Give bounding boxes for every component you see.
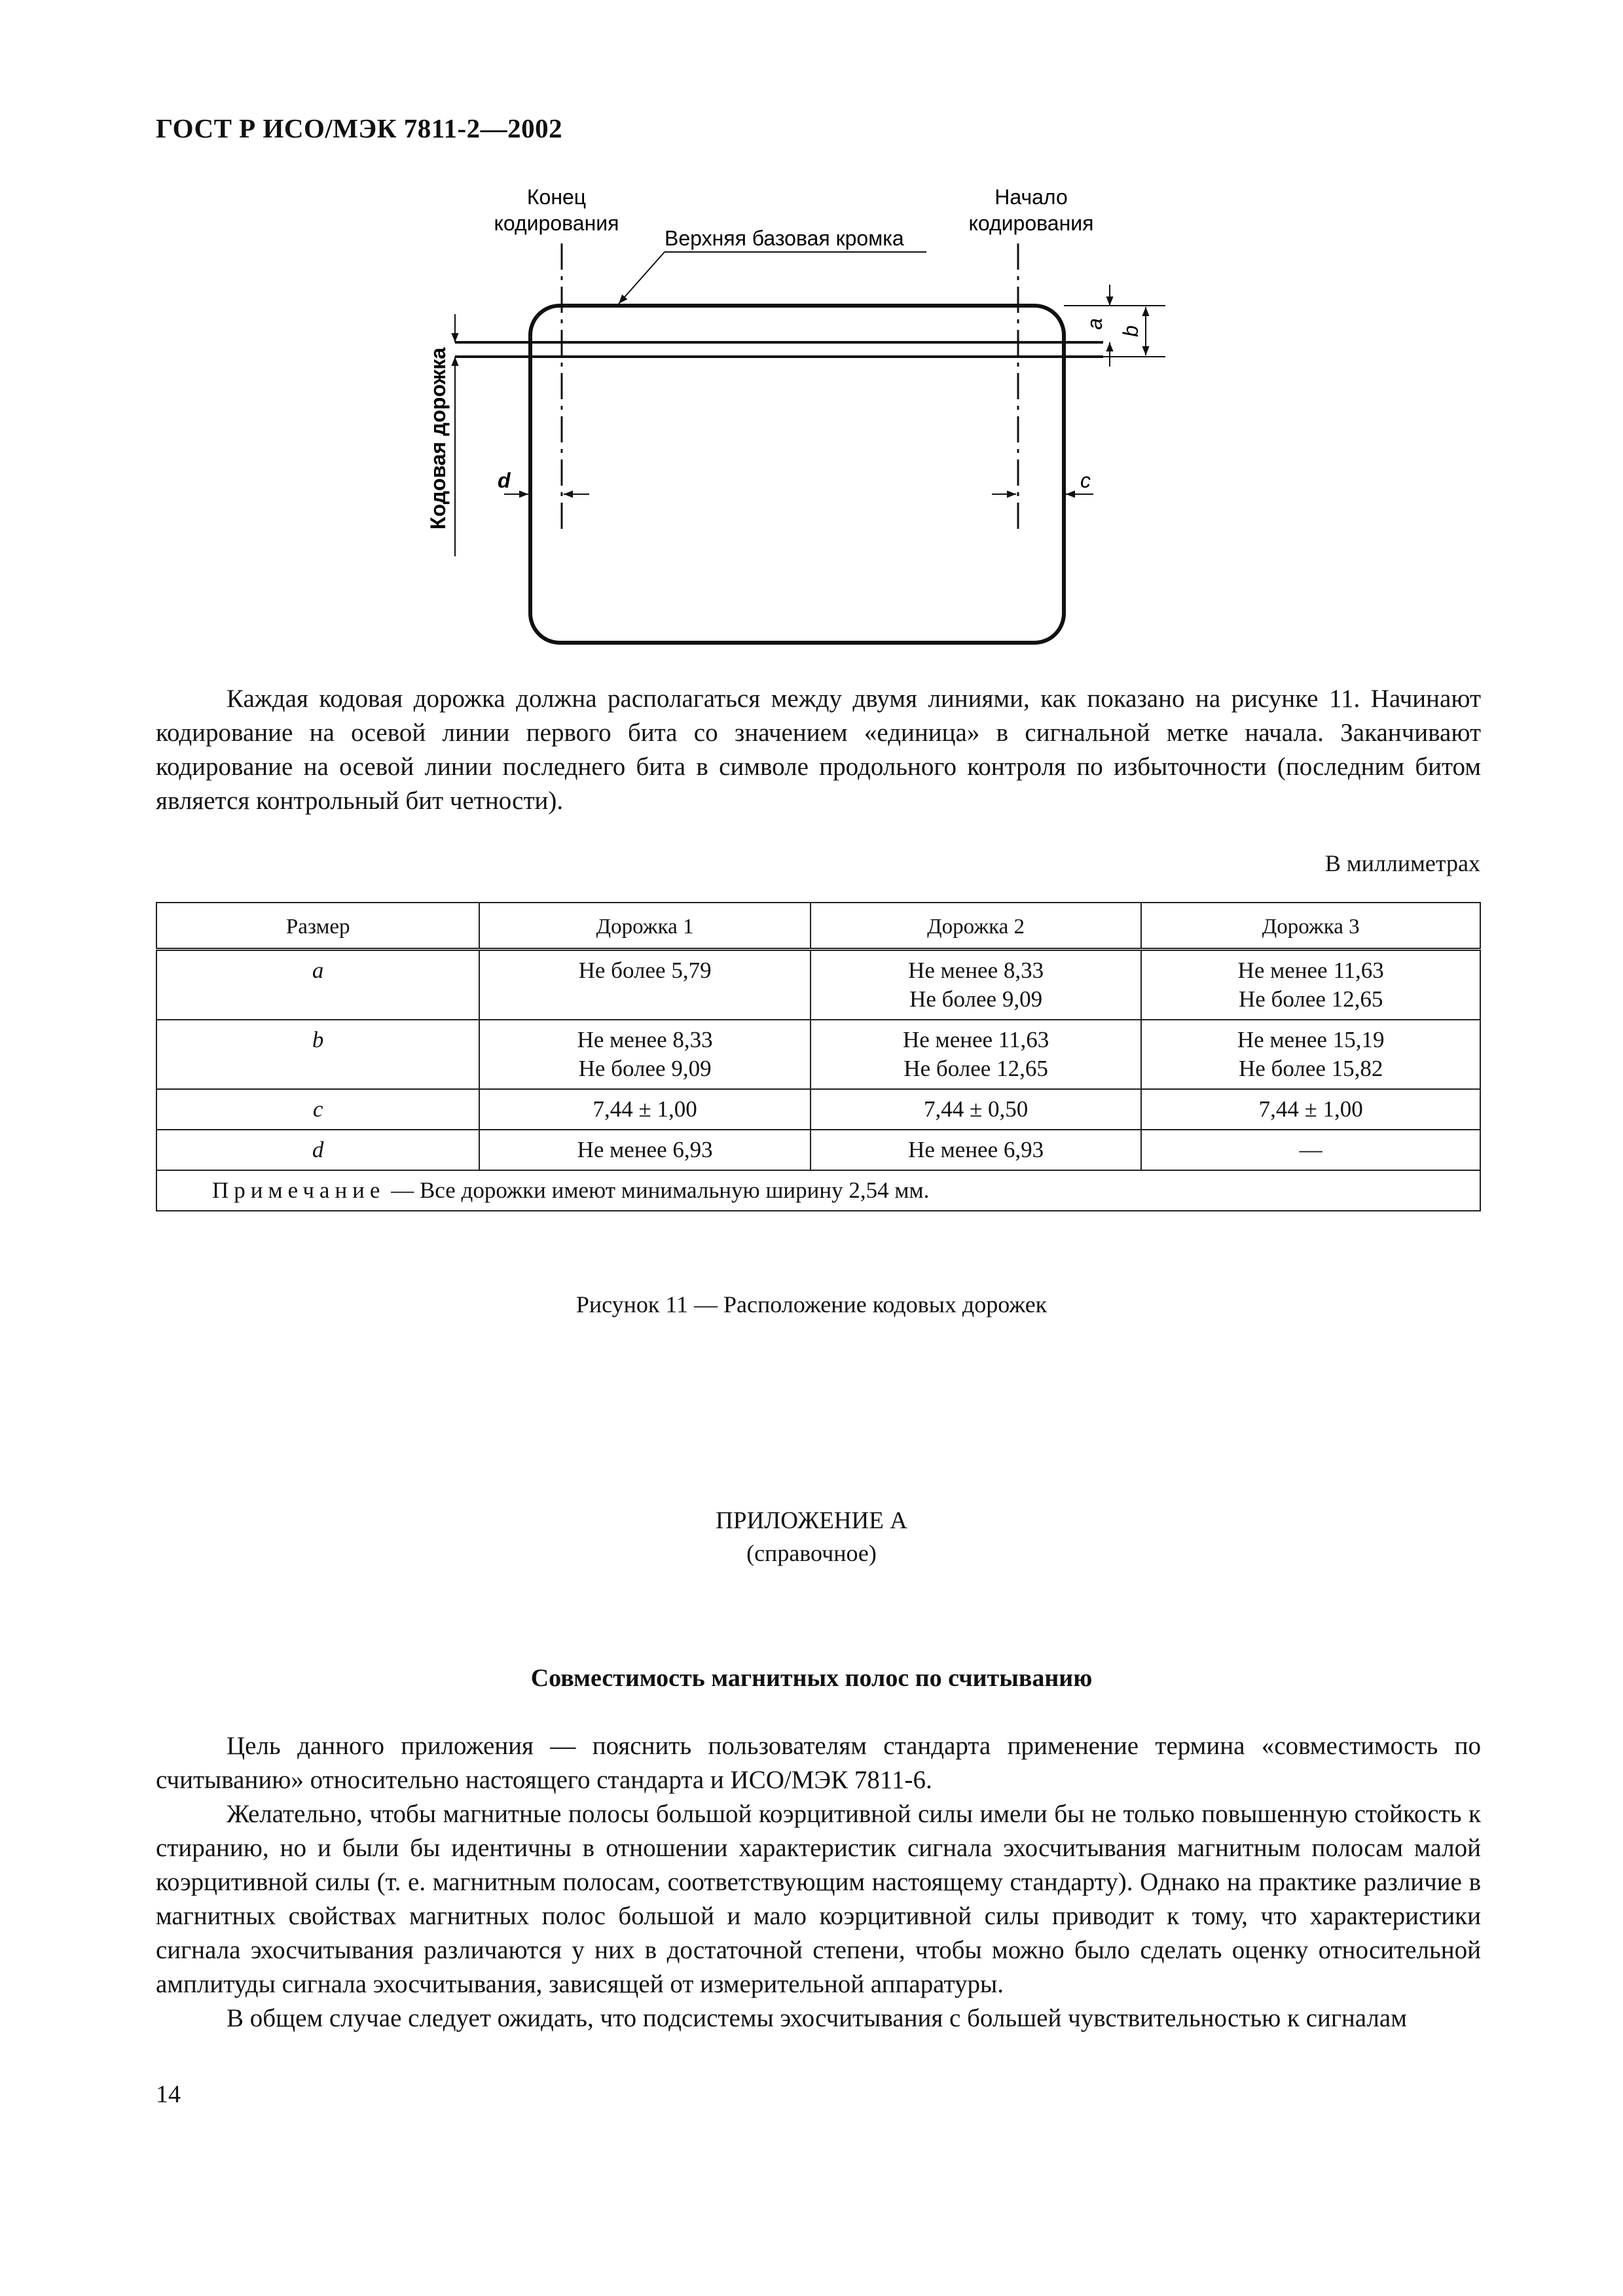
appendix-title: ПРИЛОЖЕНИЕ А [716,1507,907,1534]
end-coding-label-1: Конец [526,185,587,209]
cell-track-1: Не более 5,79 [479,950,811,1020]
appendix-paragraph: Желательно, чтобы магнитные полосы большой коэрцитивной силы имели бы не только повышенную стойкость к стиранию, но и были бы идентичны в отношении характеристик сигнала эхосчитывания магнитным полосам малой коэрцитивной силы (т. е. магнитным полосам, соответствующим настоящему стандарту). Однако на практике различие в магнитных свойствах магнитных полос большой и мало коэрцитивной силы приводит к тому, что характеристики сигнала эхосчитывания различаются у них в достаточной степени, чтобы можно было сделать оценку относительной амплитуды сигнала эхосчитывания, зависящей от измерительной аппаратуры. [156,1800,1481,1998]
table-note [156,1170,1480,1211]
table-row [156,1089,1480,1130]
dim-d-label: d [498,469,511,492]
row-symbol: d [156,1130,479,1170]
dim-a-label: a [1083,318,1106,330]
row-symbol: b [156,1020,479,1089]
cell-track-1: Не менее 8,33 Не более 9,09 [479,1020,811,1089]
cell-track-3: Не менее 11,63 Не более 12,65 [1141,950,1480,1020]
appendix-heading: Совместимость магнитных полос по считыванию [530,1664,1093,1692]
body-paragraph-1: Каждая кодовая дорожка должна располагаться между двумя линиями, как показано на рисунке 11. Начинают кодирование на осевой линии первого бита со значением «единица» в сигнальной метке начала. Заканчивают кодирование на осевой линии последнего бита в символе продольного контроля по избыточности (последним битом является контрольный бит четности). [156,685,1481,815]
units-note: В миллиметрах [1324,850,1480,876]
document-header: ГОСТ Р ИСО/МЭК 7811-2—2002 [156,113,563,143]
cell-track-1: Не менее 6,93 [479,1130,811,1170]
cell-track-3: — [1141,1130,1480,1170]
note-text: — Все дорожки имеют минимальную ширину 2,54 мм. [385,1177,930,1203]
cell-track-3: Не менее 15,19 Не более 15,82 [1141,1020,1480,1089]
cell-track-2: Не менее 8,33 Не более 9,09 [811,950,1142,1020]
cell-track-2: Не менее 11,63 Не более 12,65 [811,1020,1142,1089]
start-coding-label-1: Начало [994,185,1068,209]
cell-track-2: Не менее 6,93 [811,1130,1142,1170]
table-header-row [156,903,1480,950]
code-track-label: Кодовая дорожка [426,347,450,530]
appendix-paragraph: Цель данного приложения — пояснить пользователям стандарта применение термина «совместимость по считыванию» относительно настоящего стандарта и ИСО/МЭК 7811-6. [156,1732,1481,1794]
end-coding-label-2: кодирования [494,211,619,235]
appendix-subtitle: (справочное) [746,1540,877,1566]
table-row [156,1130,1480,1170]
figure-caption: Рисунок 11 — Расположение кодовых дорожек [575,1291,1048,1318]
row-symbol: c [156,1089,479,1130]
col-header-track-3: Дорожка 3 [1141,903,1480,950]
table-note-row [156,1170,1480,1211]
appendix-paragraph: В общем случае следует ожидать, что подсистемы эхосчитывания с большей чувствительностью к сигналам [227,2004,1407,2032]
dim-b-label: b [1119,325,1142,337]
reference-edge-label: Верхняя базовая кромка [665,226,904,250]
cell-track-3: 7,44 ± 1,00 [1141,1089,1480,1130]
dim-c-label: c [1080,469,1091,492]
track-location-diagram [393,177,1178,661]
cell-track-2: 7,44 ± 0,50 [811,1089,1142,1130]
cell-track-1: 7,44 ± 1,00 [479,1089,811,1130]
track-dimensions-table [156,902,1481,1211]
col-header-track-1: Дорожка 1 [479,903,811,950]
start-coding-label-2: кодирования [968,211,1094,235]
note-label: Примечание [212,1177,386,1203]
table-row [156,1020,1480,1089]
table-row [156,950,1480,1020]
col-header-track-2: Дорожка 2 [811,903,1142,950]
col-header-size: Размер [156,903,479,950]
row-symbol: a [156,950,479,1020]
appendix-body [156,1729,1481,2036]
page-number: 14 [156,2081,181,2108]
